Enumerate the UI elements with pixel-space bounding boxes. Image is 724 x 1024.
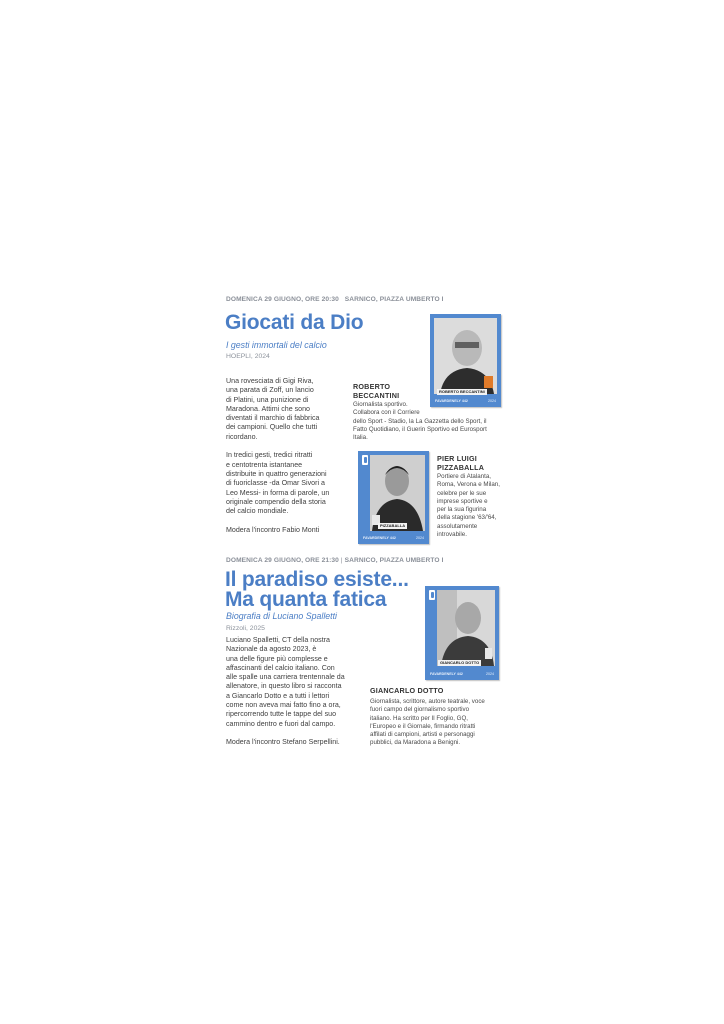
event2-paragraph-1: Luciano Spalletti, CT della nostra Nazionale da agosto 2023, è una delle figure più complesse e affascinanti del calcio italiano. Con alle spalle una carriera trentennale da allenatore, in questo libro si racconta a Giancarlo Dotto e a tutti i lettori come non aveva mai fatto fino a ora, ripercorrendo tutte le tappe del suo cammino dentro e fuori dal campo. (226, 636, 345, 728)
event1-subtitle: I gesti immortali del calcio (226, 340, 327, 350)
author1-card-name: ROBERTO BECCANTINI (439, 389, 485, 394)
event1-dateline (226, 296, 444, 303)
event1-place: SARNICO, PIAZZA UMBERTO I (344, 296, 444, 303)
event2-place: SARNICO, PIAZZA UMBERTO I (344, 557, 444, 564)
author3-photo (437, 590, 495, 666)
event2-dateline (226, 557, 444, 564)
author3-card-footer: FAVARDENELY 442 2024 (430, 672, 494, 676)
author2-card (358, 451, 429, 544)
event1-description (226, 377, 366, 544)
author1-card (430, 314, 501, 407)
event2-moderator: Modera l'incontro Stefano Serpellini. (226, 738, 340, 747)
author3-card-name: GIANCARLO DOTTO (440, 660, 480, 665)
event1-moderator: Modera l'incontro Fabio Monti (226, 525, 320, 534)
card-logo-icon (362, 455, 368, 465)
event2-description (226, 636, 376, 757)
author2-name: PIER LUIGI PIZZABALLA (437, 454, 485, 472)
event1-paragraph-1: Una rovesciata di Gigi Riva, una parata di Zoff, un lancio di Platini, una punizione di Maradona. Attimi che sono diventati il marchio di fabbrica dei campioni. Quello che tutti ricordano. (226, 377, 320, 441)
author1-name: ROBERTO BECCANTINI (353, 382, 400, 400)
author1-photo (434, 318, 497, 394)
event1-publisher: HOEPLI, 2024 (226, 353, 270, 360)
event2-title: Il paradiso esiste... Ma quanta fatica (225, 568, 409, 611)
event1-date: DOMENICA 29 GIUGNO, ORE 20:30 (226, 296, 339, 303)
event2-subtitle: Biografia di Luciano Spalletti (226, 611, 338, 621)
card-logo-icon (429, 590, 435, 600)
author1-card-footer: FAVARDENELY 442 2024 (435, 399, 496, 403)
author3-card (425, 586, 499, 680)
separator (341, 296, 343, 303)
event1-title: Giocati da Dio (225, 311, 364, 334)
author1-bio: Giornalista sportivo. Collabora con il Corriere dello Sport - Stadio, la La Gazzetta dello Sport, il Fatto Quotidiano, il Guerin Sportivo ed Eurosport Italia. (353, 401, 487, 442)
event2-publisher: Rizzoli, 2025 (226, 625, 265, 632)
separator: | (340, 557, 343, 564)
author2-card-name: PIZZABALLA (380, 523, 406, 528)
author2-photo (370, 455, 425, 531)
author2-bio: Portiere di Atalanta, Roma, Verona e Milan, celebre per le sue imprese sportive e per la sua figurina della stagione '63/'64, assolutamente introvabile. (437, 473, 500, 539)
author3-bio: Giornalista, scrittore, autore teatrale, voce fuori campo del giornalismo sportivo italiano. Ha scritto per Il Foglio, GQ, l'Europeo e il Giornale, firmando ritratti affilati di campioni, artisti e personaggi pubblici, da Maradona a Benigni. (370, 698, 485, 747)
author2-card-footer: FAVARDENELY 442 2024 (363, 536, 424, 540)
event1-paragraph-2: In tredici gesti, tredici ritratti e centotrenta istantanee distribuite in quattro generazioni di fuoriclasse -da Omar Sivori a Leo Messi- in forma di parole, un originale compendio della storia del calcio mondiale. (226, 451, 330, 516)
event2-date: DOMENICA 29 GIUGNO, ORE 21:30 (226, 557, 339, 564)
author3-name: GIANCARLO DOTTO (370, 686, 444, 695)
